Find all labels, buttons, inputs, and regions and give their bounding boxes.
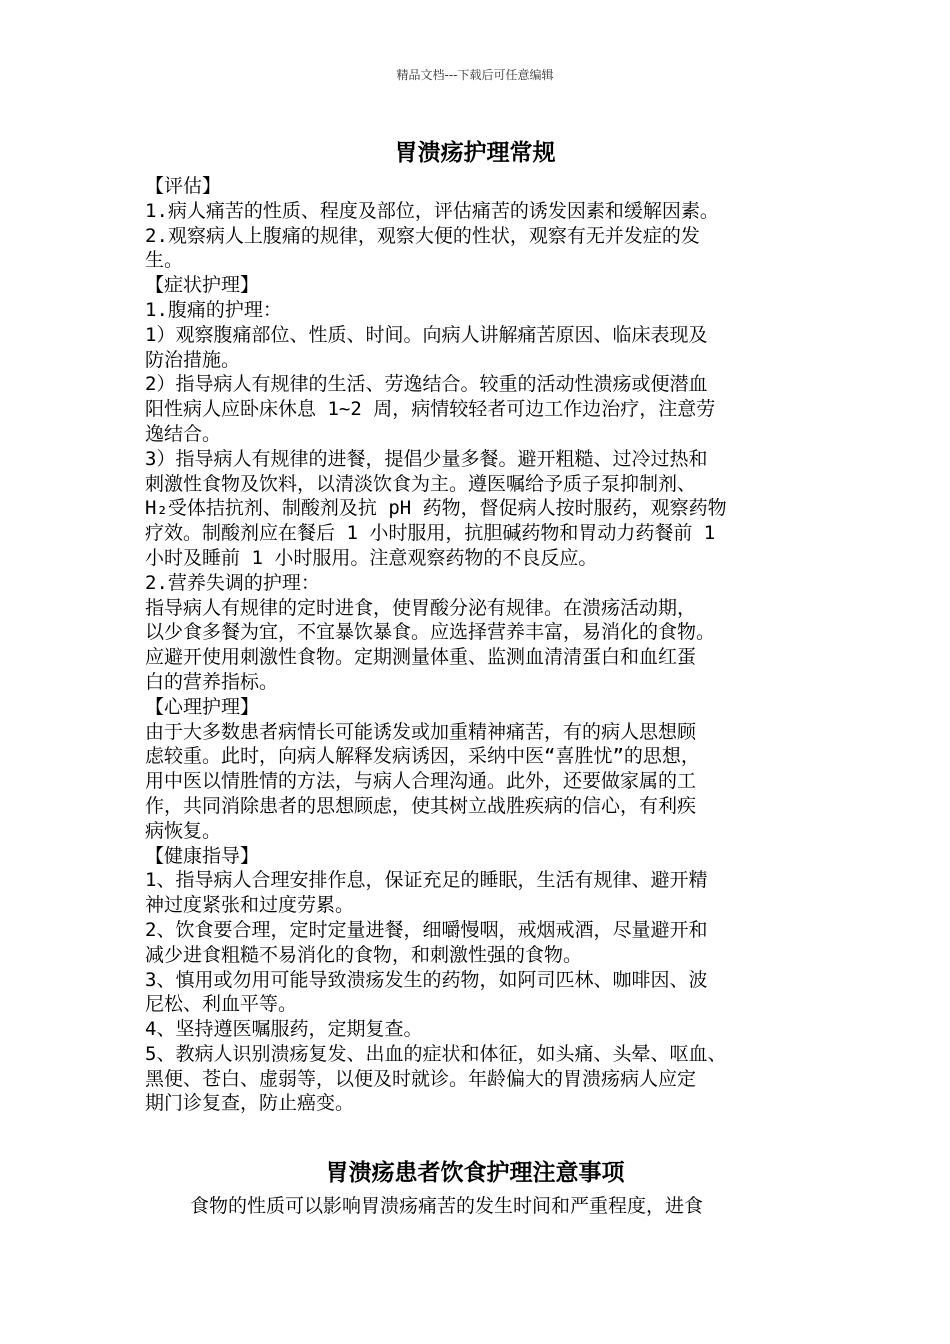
text-line: 2）指导病人有规律的生活、劳逸结合。较重的活动性溃疡或便潜血: [145, 373, 708, 396]
text-line: 【症状护理】: [145, 274, 260, 297]
text-line: 1、指导病人合理安排作息，保证充足的睡眠，生活有规律、避开精: [145, 869, 708, 892]
text-line: 2.观察病人上腹痛的规律，观察大便的性状，观察有无并发症的发: [145, 224, 700, 247]
text-line: 减少进食粗糙不易消化的食物，和刺激性强的食物。: [145, 943, 583, 966]
document-body: [145, 174, 825, 1116]
text-line: 指导病人有规律的定时进食，使胃酸分泌有规律。在溃疡活动期，: [145, 596, 697, 619]
text-line: 应避开使用刺激性食物。定期测量体重、监测血清清蛋白和血红蛋: [145, 646, 697, 669]
text-line: 尼松、利血平等。: [145, 993, 298, 1016]
text-line: 5、教病人识别溃疡复发、出血的症状和体征，如头痛、头晕、呕血、: [145, 1042, 727, 1065]
text-line: 用中医以情胜情的方法，与病人合理沟通。此外，还要做家属的工: [145, 770, 697, 793]
text-line: H₂受体拮抗剂、制酸剂及抗 pH 药物，督促病人按时服药，观察药物: [145, 497, 727, 520]
page-title: 胃溃疡护理常规: [394, 140, 556, 166]
text-line: 3）指导病人有规律的进餐，提倡少量多餐。避开粗糙、过冷过热和: [145, 447, 708, 470]
text-line: 阳性病人应卧床休息 1~2 周，病情较轻者可边工作边治疗，注意劳: [145, 398, 716, 421]
section-title: 胃溃疡患者饮食护理注意事项: [325, 1160, 625, 1186]
text-line: 生。: [145, 249, 184, 272]
text-line: 疗效。制酸剂应在餐后 1 小时服用，抗胆碱药物和胃动力药餐前 1: [145, 522, 716, 545]
intro-paragraph: 食物的性质可以影响胃溃疡痛苦的发生时间和严重程度，进食: [190, 1195, 704, 1217]
text-line: 作，共同消除患者的思想顾虑，使其树立战胜疾病的信心，有利疾: [145, 794, 697, 817]
text-line: 4、坚持遵医嘱服药，定期复查。: [145, 1018, 423, 1041]
text-line: 小时及睡前 1 小时服用。注意观察药物的不良反应。: [145, 546, 598, 569]
text-line: 1.腹痛的护理：: [145, 298, 282, 321]
text-line: 1.病人痛苦的性质、程度及部位，评估痛苦的诱发因素和缓解因素。: [145, 199, 719, 222]
text-line: 期门诊复查，防止癌变。: [145, 1092, 355, 1115]
text-line: 2、饮食要合理，定时定量进餐，细嚼慢咽，戒烟戒酒，尽量避开和: [145, 918, 708, 941]
text-line: 【心理护理】: [145, 695, 260, 718]
text-line: 逸结合。: [145, 422, 222, 445]
text-line: 虑较重。此时，向病人解释发病诱因，采纳中医“喜胜忧”的思想，: [145, 745, 700, 768]
text-line: 防治措施。: [145, 348, 241, 371]
text-line: 神过度紧张和过度劳累。: [145, 894, 355, 917]
text-line: 以少食多餐为宜，不宜暴饮暴食。应选择营养丰富，易消化的食物。: [145, 621, 716, 644]
text-line: 【健康指导】: [145, 844, 260, 867]
text-line: 1）观察腹痛部位、性质、时间。向病人讲解痛苦原因、临床表现及: [145, 323, 708, 346]
text-line: 3、慎用或勿用可能导致溃疡发生的药物，如阿司匹林、咖啡因、波: [145, 968, 708, 991]
text-line: 2.营养失调的护理：: [145, 571, 320, 594]
text-line: 白的营养指标。: [145, 670, 279, 693]
text-line: 【评估】: [145, 175, 222, 197]
header-note: 精品文档---下载后可任意编辑: [396, 68, 554, 82]
text-line: 刺激性食物及饮料，以清淡饮食为主。遵医嘱给予质子泵抑制剂、: [145, 472, 697, 495]
text-line: 由于大多数患者病情长可能诱发或加重精神痛苦，有的病人思想顾: [145, 720, 697, 743]
text-line: 黑便、苍白、虚弱等，以便及时就诊。年龄偏大的胃溃疡病人应定: [145, 1067, 697, 1090]
text-line: 病恢复。: [145, 819, 222, 842]
